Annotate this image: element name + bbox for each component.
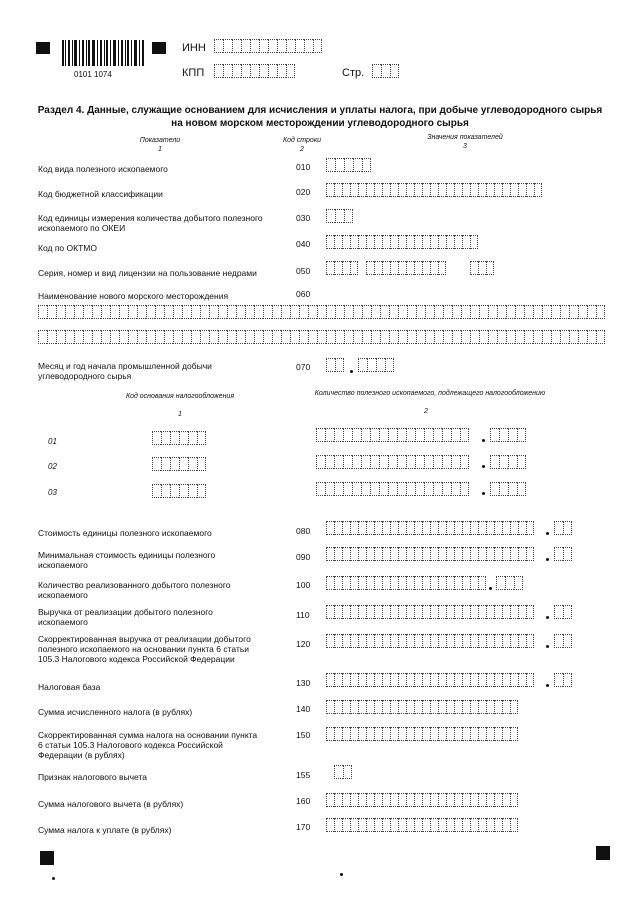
row-label: Наименование нового морского месторождения — [38, 291, 229, 301]
field-080-frac[interactable] — [554, 521, 572, 535]
subtable-col1-num: 1 — [178, 411, 182, 418]
row-label: Выручка от реализации добытого полезного ископаемого — [38, 607, 213, 627]
row-code: 120 — [296, 639, 311, 649]
row-code: 030 — [296, 213, 311, 223]
field-quantity-01-frac[interactable] — [490, 428, 526, 442]
row-code: 130 — [296, 678, 311, 688]
kpp-field[interactable] — [214, 64, 295, 78]
subtable-row-code: 03 — [48, 488, 57, 497]
row-code: 155 — [296, 770, 311, 780]
field-070-month[interactable] — [326, 358, 344, 372]
corner-marker-bottom-left — [40, 851, 54, 865]
field-100-frac[interactable] — [496, 576, 523, 590]
separator-dot — [350, 370, 353, 373]
scan-dot — [340, 873, 343, 876]
barcode — [62, 40, 146, 68]
section-title-line1: Раздел 4. Данные, служащие основанием для исчисления и уплаты налога, при добыче углеводородного сырья — [37, 105, 603, 116]
field-quantity-02[interactable] — [316, 455, 469, 469]
field-basis-02[interactable] — [152, 457, 206, 471]
separator-dot — [482, 439, 485, 442]
field-050-number[interactable] — [366, 261, 446, 275]
field-150[interactable] — [326, 727, 518, 741]
row-label: Сумма налогового вычета (в рублях) — [38, 799, 184, 809]
subtable-row-code: 01 — [48, 437, 57, 446]
row-label: Стоимость единицы полезного ископаемого — [38, 528, 212, 538]
field-030[interactable] — [326, 209, 353, 223]
row-label: Сумма исчисленного налога (в рублях) — [38, 707, 193, 717]
field-090-frac[interactable] — [554, 547, 572, 561]
field-140[interactable] — [326, 700, 518, 714]
barcode-number: 0101 1074 — [74, 70, 112, 79]
field-100[interactable] — [326, 576, 486, 590]
field-050-series[interactable] — [326, 261, 358, 275]
row-code: 070 — [296, 362, 311, 372]
field-010[interactable] — [326, 158, 371, 172]
section-title-line2: на новом морском месторождении углеводородного сырья — [171, 118, 469, 129]
row-label: Налоговая база — [38, 682, 101, 692]
separator-dot — [546, 532, 549, 535]
row-code: 090 — [296, 552, 311, 562]
field-quantity-03-frac[interactable] — [490, 482, 526, 496]
row-label: Код вида полезного ископаемого — [38, 164, 168, 174]
row-label: Код бюджетной классификации — [38, 189, 163, 199]
field-130-frac[interactable] — [554, 673, 572, 687]
separator-dot — [546, 558, 549, 561]
field-155[interactable] — [334, 765, 352, 779]
row-label: Скорректированная выручка от реализации добытого полезного ископаемого на основании пункта 6 статьи 105.3 Налогового кодекса Российской Федерации — [38, 634, 251, 664]
page-label: Стр. — [342, 67, 365, 79]
row-code: 140 — [296, 704, 311, 714]
separator-dot — [489, 587, 492, 590]
field-120[interactable] — [326, 634, 534, 648]
row-code: 110 — [296, 610, 310, 620]
field-120-frac[interactable] — [554, 634, 572, 648]
field-quantity-03[interactable] — [316, 482, 469, 496]
row-code: 060 — [296, 289, 311, 299]
field-basis-01[interactable] — [152, 431, 206, 445]
row-code: 150 — [296, 730, 311, 740]
field-070-year[interactable] — [358, 358, 394, 372]
subtable-col1-head: Код основания налогообложения — [125, 393, 235, 400]
col-head-indicators: Показатели 1 — [139, 137, 181, 153]
separator-dot — [546, 645, 549, 648]
row-code: 100 — [296, 580, 311, 590]
field-160[interactable] — [326, 793, 518, 807]
row-code: 160 — [296, 796, 311, 806]
corner-marker-top-right — [152, 42, 166, 54]
field-170[interactable] — [326, 818, 518, 832]
field-basis-03[interactable] — [152, 484, 206, 498]
col-head-values: Значения показателей 3 — [427, 134, 503, 150]
corner-marker-top-left — [36, 42, 50, 54]
field-040[interactable] — [326, 235, 478, 249]
separator-dot — [546, 684, 549, 687]
scan-dot — [52, 877, 55, 880]
section-title — [0, 104, 640, 130]
corner-marker-bottom-right — [596, 846, 610, 860]
separator-dot — [482, 465, 485, 468]
row-label: Количество реализованного добытого полезного ископаемого — [38, 580, 231, 600]
field-130[interactable] — [326, 673, 534, 687]
subtable-col2-num: 2 — [424, 408, 428, 415]
row-label: Скорректированная сумма налога на основании пункта 6 статьи 105.3 Налогового кодекса Российской Федерации (в рублях) — [38, 730, 258, 760]
col-head-row-code: Код строки 2 — [282, 137, 322, 153]
field-quantity-01[interactable] — [316, 428, 469, 442]
row-code: 010 — [296, 162, 311, 172]
field-060-line1[interactable] — [38, 305, 605, 319]
field-110[interactable] — [326, 605, 534, 619]
field-080[interactable] — [326, 521, 534, 535]
field-050-type[interactable] — [470, 261, 494, 275]
field-020[interactable] — [326, 183, 542, 197]
separator-dot — [482, 492, 485, 495]
row-label: Минимальная стоимость единицы полезного ископаемого — [38, 550, 216, 570]
subtable-row-code: 02 — [48, 462, 57, 471]
row-code: 080 — [296, 526, 311, 536]
inn-label: ИНН — [182, 42, 206, 54]
separator-dot — [546, 616, 549, 619]
field-090[interactable] — [326, 547, 534, 561]
inn-field[interactable] — [214, 39, 322, 53]
row-label: Код единицы измерения количества добытого полезного ископаемого по ОКЕИ — [38, 213, 263, 233]
row-label: Признак налогового вычета — [38, 772, 148, 782]
row-label: Месяц и год начала промышленной добычи углеводородного сырья — [38, 361, 212, 381]
row-label: Серия, номер и вид лицензии на пользование недрами — [38, 268, 257, 278]
field-110-frac[interactable] — [554, 605, 572, 619]
row-code: 050 — [296, 266, 311, 276]
field-060-line2[interactable] — [38, 330, 605, 344]
page-field[interactable] — [372, 64, 399, 78]
field-quantity-02-frac[interactable] — [490, 455, 526, 469]
row-code: 170 — [296, 822, 311, 832]
row-code: 040 — [296, 239, 311, 249]
kpp-label: КПП — [182, 67, 205, 79]
row-label: Код по ОКТМО — [38, 243, 97, 253]
row-code: 020 — [296, 187, 311, 197]
subtable-col2-head: Количество полезного ископаемого, подлежащего налогообложению — [314, 390, 546, 397]
row-label: Сумма налога к уплате (в рублях) — [38, 825, 172, 835]
